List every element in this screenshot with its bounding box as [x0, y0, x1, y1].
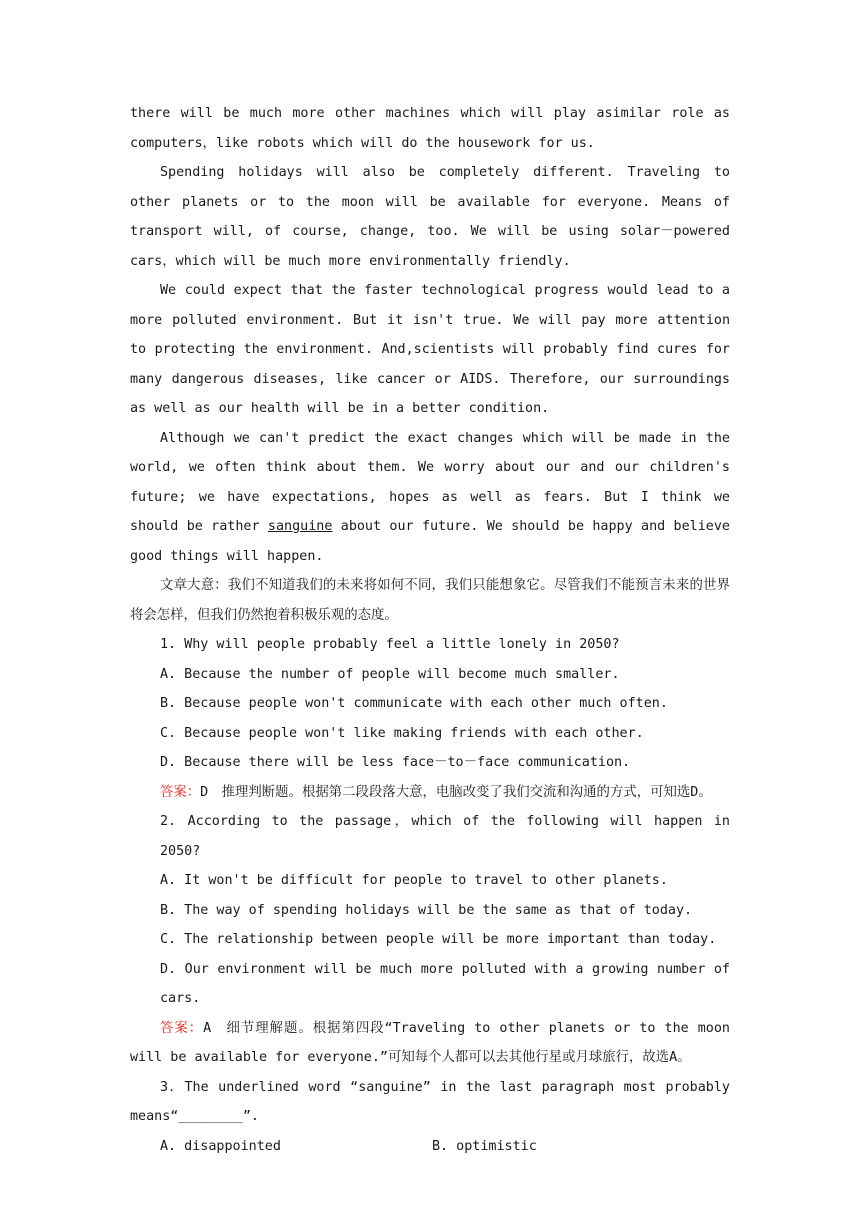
passage-paragraph-4	[130, 424, 730, 572]
question-2-option-b: B. The way of spending holidays will be the same as that of today.	[160, 902, 693, 918]
question-2-option-c: C. The relationship between people will be more important than today.	[160, 932, 717, 947]
passage-paragraph-1: there will be much more other machines which will play asimilar role as computers，like robots which will do the housework for us.	[130, 106, 730, 151]
answer-explanation: D 推理判断题。根据第二段段落大意，电脑改变了我们交流和沟通的方式，可知选D。	[200, 784, 712, 800]
question-3-stem: 3．The underlined word “sanguine” in the last paragraph most probably means“________”.	[130, 1079, 730, 1124]
underlined-word-sanguine: sanguine	[267, 519, 333, 534]
question-2-option-d: D. Our environment will be much more polluted with a growing number of cars.	[160, 961, 730, 1006]
paragraph-4-text-after: about our future. We should be happy and believe good things will happen.	[130, 519, 730, 564]
answer-label: 答案：	[160, 784, 201, 800]
question-2-stem: 2. According to the passage，which of the following will happen in 2050?	[160, 814, 730, 859]
question-1-answer	[130, 778, 730, 808]
question-2-option-a: A. It won't be difficult for people to travel to other planets.	[160, 873, 668, 888]
document-body	[130, 99, 730, 1161]
question-3-option-a: A. disappointed	[160, 1138, 281, 1154]
question-3-option-b: B. optimistic	[432, 1138, 537, 1154]
passage-paragraph-2: Spending holidays will also be completely different. Traveling to other planets or to the moon will be available for everyone. Means of transport will, of course, change, too. We will be using solar－powered cars，which will be much more environmentally friendly.	[130, 165, 730, 269]
passage-paragraph-3: We could expect that the faster technological progress would lead to a more polluted environment. But it isn't true. We will pay more attention to protecting the environment. And,scientists will probably find cures for many dangerous diseases, like cancer or AIDS. Therefore, our surroundings as well as our health will be in a better condition.	[130, 283, 730, 416]
question-1-option-a: A. Because the number of people will become much smaller.	[160, 666, 620, 682]
summary-text: 文章大意：我们不知道我们的未来将如何不同，我们只能想象它。尽管我们不能预言未来的世界将会怎样，但我们仍然抱着积极乐观的态度。	[130, 578, 730, 623]
question-1-option-c: C. Because people won't like making friends with each other.	[160, 725, 644, 741]
paragraph-4-text-before: Although we can't predict the exact changes which will be made in the world, we often think about them. We worry about our and our children's future; we have expectations, hopes as well as fears. But I think we should be rather	[130, 430, 730, 534]
question-3-options-row	[130, 1132, 730, 1162]
answer-explanation: A 细节理解题。根据第四段“Traveling to other planets or to the moon will be available for everyone.”可知每个人都可以去其他行星或月球旅行，故选A。	[130, 1020, 730, 1065]
question-2-answer	[130, 1014, 730, 1073]
question-1-stem: 1. Why will people probably feel a little lonely in 2050?	[160, 637, 620, 652]
question-1-option-b: B. Because people won't communicate with each other much often.	[160, 696, 668, 711]
answer-label: 答案：	[160, 1020, 204, 1036]
question-1-option-d: D. Because there will be less face－to－face communication.	[160, 755, 631, 770]
